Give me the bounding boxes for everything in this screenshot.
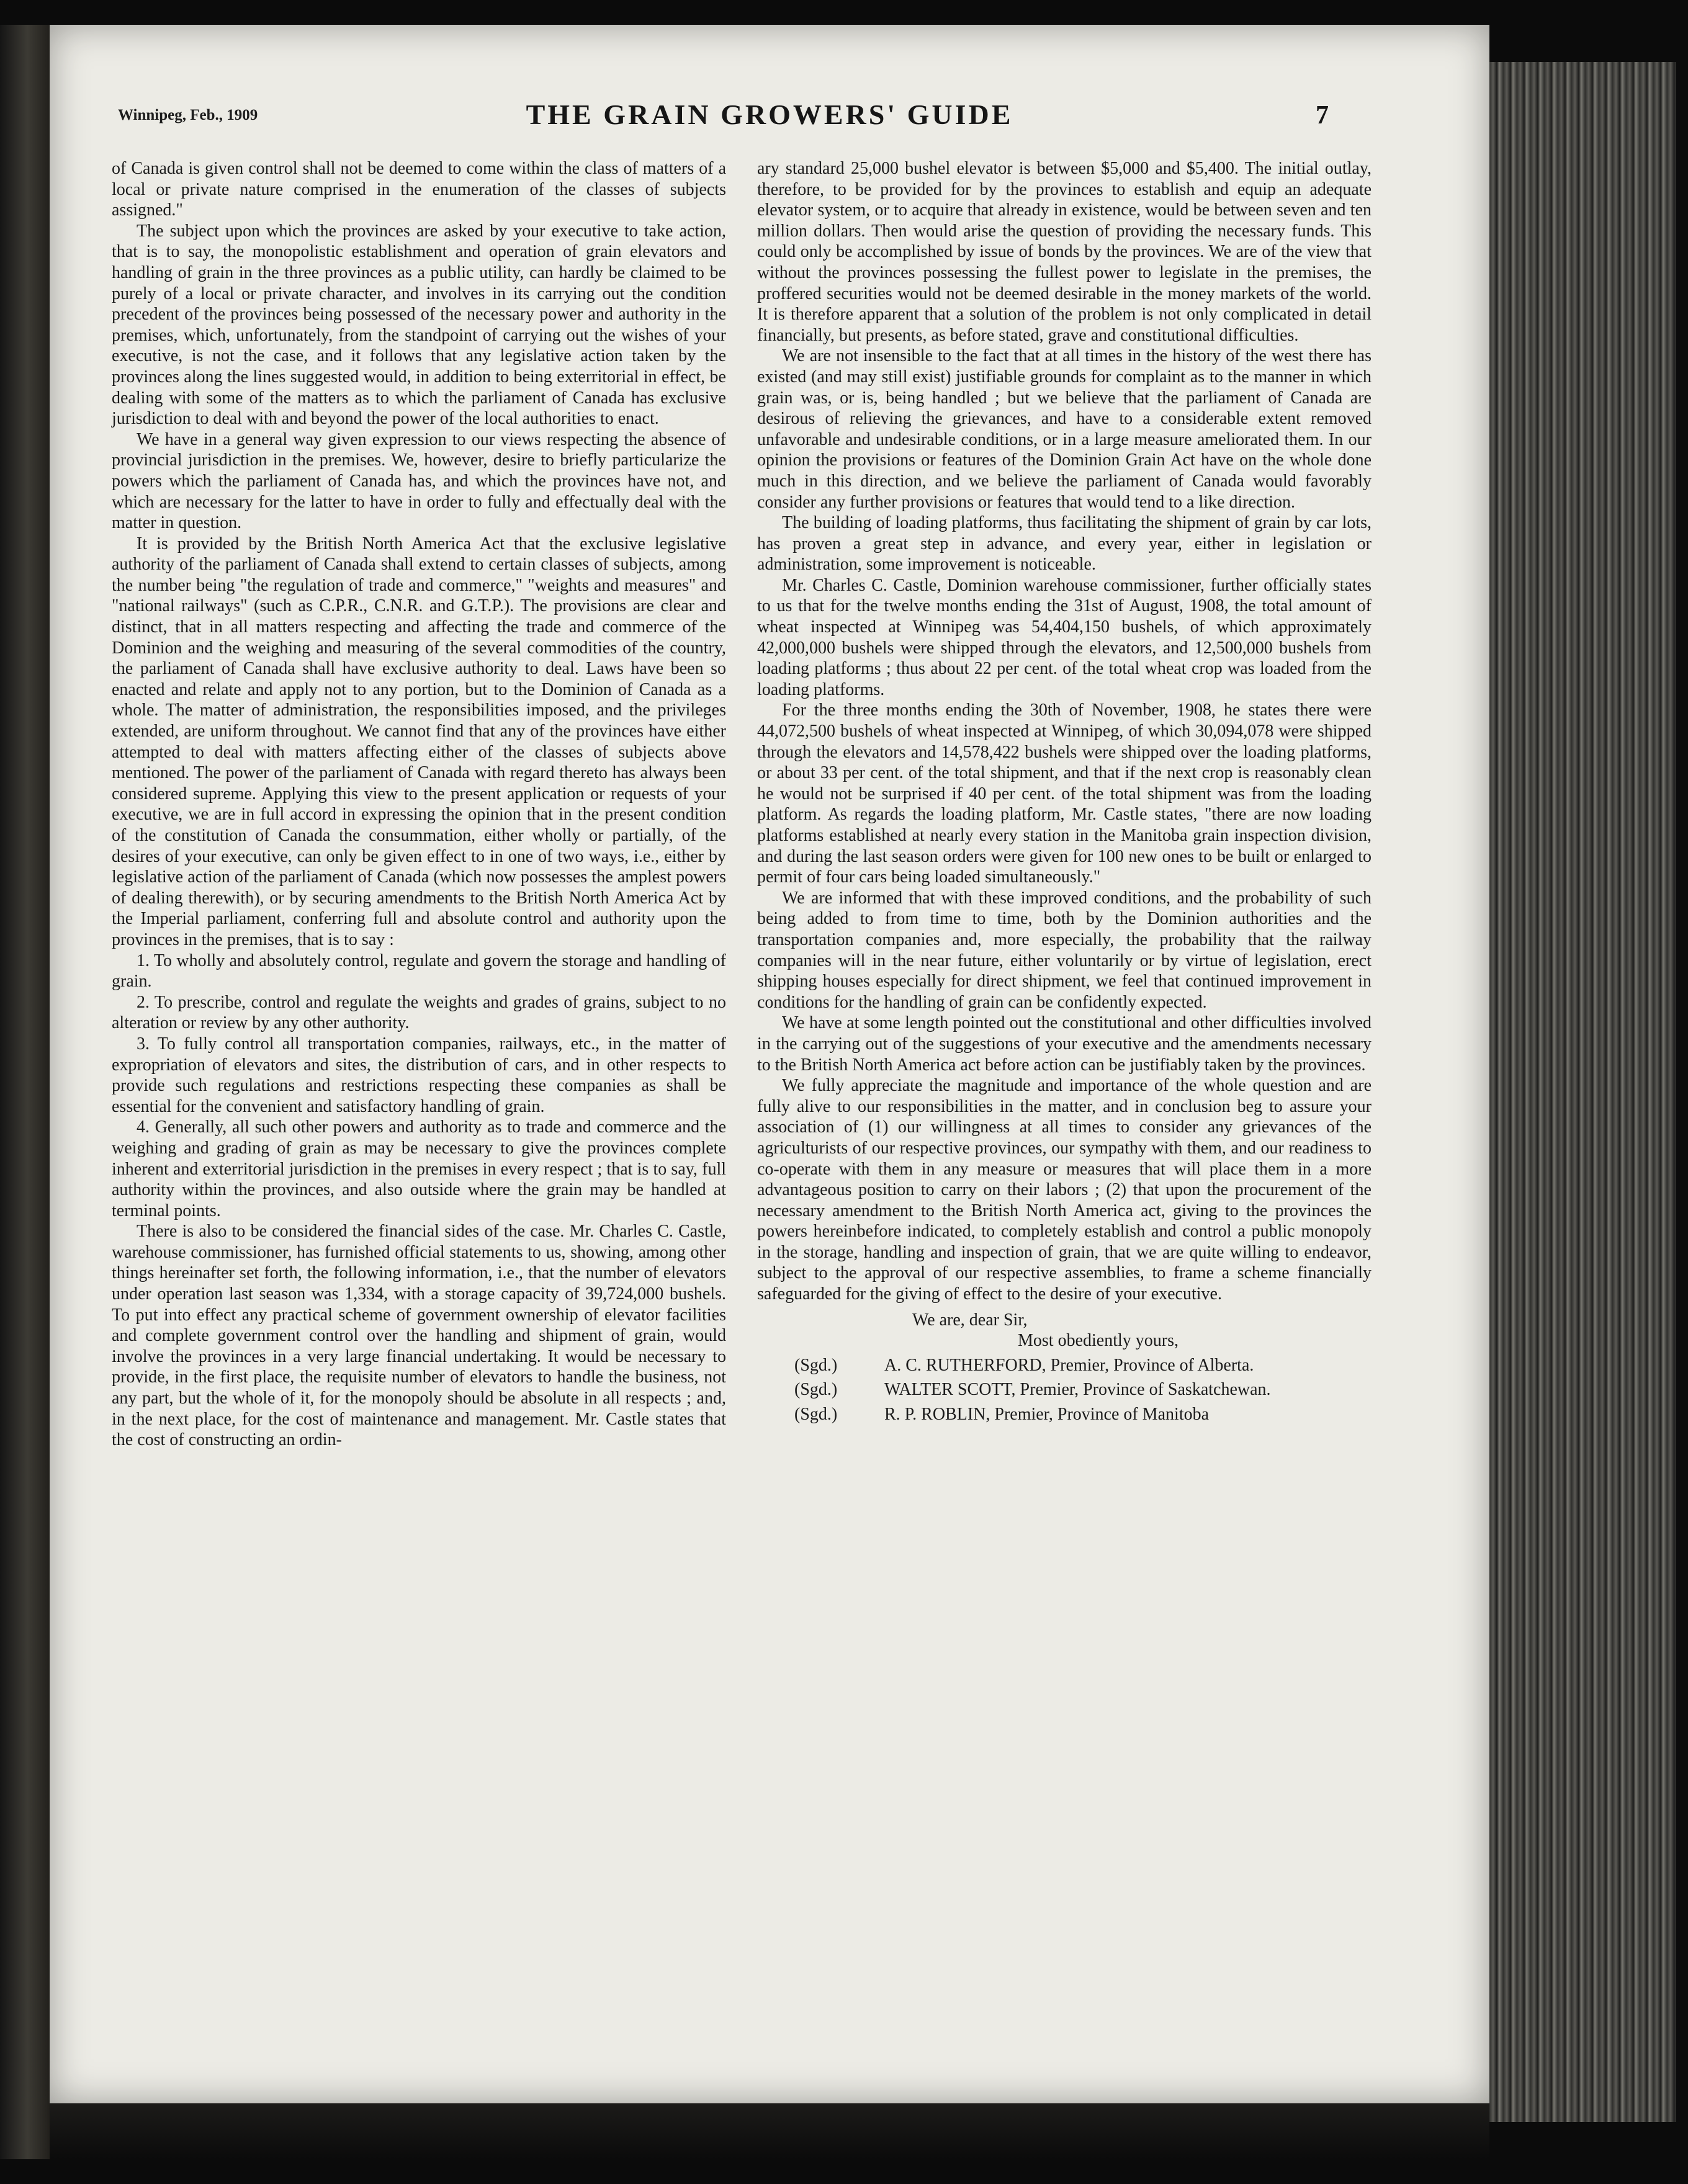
signature-scott	[757, 1379, 1372, 1400]
paragraph: There is also to be considered the financial sides of the case. Mr. Charles C. Castle, warehouse commissioner, has furnished official statements to us, showing, among other things hereinafter set forth, the following information, i.e., that the number of elevators under operation last season was 1,334, with a storage capacity of 39,724,000 bushels. To put into effect any practical scheme of government ownership of elevator facilities and complete government control over the handling and shipment of grain, would involve the provinces in a very large financial undertaking. It would be necessary to provide, in the first place, the requisite number of elevators to handle the business, not any part, but the whole of it, for the monopoly should be absolute in all respects ; and, in the next place, for the cost of maintenance and management. Mr. Castle states that the cost of constructing an ordin-	[112, 1222, 726, 1450]
paragraph: It is provided by the British North America Act that the exclusive legislative authority of the parliament of Canada shall extend to certain classes of subjects, among the number being "the regulation of trade and commerce," "weights and measures" and "national railways" (such as C.P.R., C.N.R. and G.T.P.). The provisions are clear and distinct, that in all matters respecting and affecting the trade and commerce of the Dominion and the weighing and measuring of the several commodities of the country, the parliament of Canada shall have exclusive authority to deal. Laws have been so enacted and relate and apply not to any portion, but to the Dominion of Canada as a whole. The matter of administration, the responsibilities imposed, and the privileges extended, are uniform throughout. We cannot find that any of the provinces have either attempted to deal with matters affecting either of the classes of subjects above mentioned. The power of the parliament of Canada with regard thereto has always been considered supreme. Applying this view to the present application or requests of your executive, we are in full accord in expressing the opinion that in the present condition of the constitution of Canada the consummation, either wholly or partially, of the desires of your executive, can only be given effect to in one of two ways, i.e., either by legislative action of the parliament of Canada (which now possesses the amplest powers of dealing therewith), or by securing amendments to the British North America Act by the Imperial parliament, conferring full and absolute control and authority upon the provinces in the premises, that is to say :	[112, 534, 726, 949]
previous-page-edge	[0, 25, 50, 2159]
signed-marker: (Sgd.)	[794, 1355, 838, 1375]
paragraph: We are not insensible to the fact that at all times in the history of the west there has existed (and may still exist) justifiable grounds for complaint as to the manner in which grain was, or is, being handled ; but we believe that the parliament of Canada are desirous of relieving the grievances, and have to a considerable extent removed unfavorable and undesirable conditions, or in a large measure ameliorated them. In our opinion the provisions or features of the Dominion Grain Act have on the whole done much in this direction, and we believe the parliament of Canada would favorably consider any further provisions or features that would tend to a like direction.	[757, 346, 1372, 512]
signature-roblin	[757, 1404, 1372, 1425]
signatory-line: WALTER SCOTT, Premier, Province of Saskatchewan.	[884, 1380, 1271, 1400]
paragraph: We are informed that with these improved conditions, and the probability of such being added to from time to time, both by the Dominion authorities and the transportation companies and, more especially, the probability that the railway companies will in the near future, either voluntarily or by virtue of legislation, erect shipping houses especially for direct shipment, we feel that continued improvement in conditions for the handling of grain can be confidently expected.	[757, 888, 1372, 1012]
header-dateline: Winnipeg, Feb., 1909	[118, 107, 258, 123]
signatory-line: R. P. ROBLIN, Premier, Province of Manitoba	[884, 1405, 1210, 1425]
letter-closing	[757, 1310, 1372, 1425]
paragraph: For the three months ending the 30th of November, 1908, he states there were 44,072,500 bushels of wheat inspected at Winnipeg, of which 30,094,078 were shipped through the elevators and 14,578,422 bushels were shipped over the loading platforms, or about 33 per cent. of the total shipment, and that if the next crop is reasonably clean he would not be surprised if 40 per cent. of the total shipment was from the loading platform. As regards the loading platform, Mr. Castle states, "there are now loading platforms established at nearly every station in the Manitoba grain inspection division, and during the last season orders were given for 100 new ones to be built or enlarged to permit of four cars being loaded simultaneously."	[757, 700, 1372, 887]
page-number: 7	[1316, 101, 1329, 130]
paragraph: The subject upon which the provinces are asked by your executive to take action, that is to say, the monopolistic establishment and operation of grain elevators and handling of grain in the three provinces as a public utility, can hardly be claimed to be purely of a local or private character, and involves in its carrying out the condition precedent of the provinces being possessed of the necessary power and authority in the premises, which, unfortunately, from the standpoint of carrying out the wishes of your executive, is not the case, and it follows that any legislative action taken by the provinces along the lines suggested would, in addition to being exterritorial in effect, be dealing with some of the matters as to which the parliament of Canada has exclusive jurisdiction to deal with and beyond the power of the local authorities to enact.	[112, 221, 726, 429]
right-column	[757, 158, 1372, 1425]
closing-valediction: Most obediently yours,	[1018, 1331, 1178, 1351]
paragraph: ary standard 25,000 bushel elevator is between $5,000 and $5,400. The initial outlay, therefore, to be provided for by the provinces to establish and equip an adequate elevator system, or to acquire that already in existence, would be between seven and ten million dollars. Then would arise the question of providing the necessary funds. This could only be accomplished by issue of bonds by the provinces. We are of the view that without the provinces possessing the fullest power to legislate in the premises, the proffered securities would not be deemed desirable in the money markets of the world. It is therefore apparent that a solution of the problem is not only complicated in detail financially, but presents, as before stated, grave and constitutional difficulties.	[757, 159, 1372, 345]
paragraph: Mr. Charles C. Castle, Dominion warehouse commissioner, further officially states to us that for the twelve months ending the 31st of August, 1908, the total amount of wheat inspected at Winnipeg was 54,404,150 bushels, of which approximately 42,000,000 bushels were shipped through the elevators, and 12,500,000 bushels from loading platforms ; thus about 22 per cent. of the total wheat crop was loaded from the loading platforms.	[757, 575, 1372, 699]
paragraph: The building of loading platforms, thus facilitating the shipment of grain by car lots, has proven a great step in advance, and every year, either in legislation or administration, some improvement is noticeable.	[757, 513, 1372, 575]
paragraph: We have in a general way given expression to our views respecting the absence of provincial jurisdiction in the premises. We, however, desire to briefly particularize the powers which the parliament of Canada has, and which the provinces have not, and which are necessary for the latter to have in order to fully and effectually deal with the matter in question.	[112, 429, 726, 533]
signatory-line: A. C. RUTHERFORD, Premier, Province of Alberta.	[884, 1355, 1254, 1375]
publication-title: THE GRAIN GROWERS' GUIDE	[526, 99, 1013, 130]
newspaper-page	[50, 25, 1489, 2103]
signed-marker: (Sgd.)	[794, 1380, 838, 1400]
numbered-paragraph: 1. To wholly and absolutely control, regulate and govern the storage and handling of grain.	[112, 951, 726, 991]
paragraph: We fully appreciate the magnitude and importance of the whole question and are fully alive to our responsibilities in the matter, and in conclusion beg to assure your association of (1) our willingness at all times to consider any grievances of the agriculturists of our respective provinces, our sympathy with them, and our readiness to co-operate with them in any measure or measures that will place them in a more advantageous position to carry on their labors ; (2) that upon the procurement of the necessary amendment to the British North America act, giving to the provinces the powers hereinbefore indicated, to completely establish and control a public monopoly in the storage, handling and inspection of grain, that we are quite willing to endeavor, subject to the approval of our respective assemblies, to frame a scheme financially safeguarded for the giving of effect to the desire of your executive.	[757, 1076, 1372, 1304]
numbered-paragraph: 3. To fully control all transportation companies, railways, etc., in the matter of expropriation of elevators and sites, the distribution of cars, and in other respects to provide such regulations and restrictions respecting these companies as shall be essential for the convenient and satisfactory handling of grain.	[112, 1034, 726, 1116]
paragraph: of Canada is given control shall not be deemed to come within the class of matters of a local or private nature comprised in the enumeration of the classes of subjects assigned."	[112, 159, 726, 220]
page-header	[50, 79, 1489, 148]
paragraph: We have at some length pointed out the constitutional and other difficulties involved in the carrying out of the suggestions of your executive and the amendments necessary to the British North America act before action can be justifiably taken by the provinces.	[757, 1013, 1372, 1075]
numbered-paragraph: 2. To prescribe, control and regulate the weights and grades of grains, subject to no alteration or review by any other authority.	[112, 992, 726, 1033]
scan-bottom-shadow	[50, 2103, 1489, 2159]
left-column	[112, 158, 726, 1451]
numbered-paragraph: 4. Generally, all such other powers and authority as to trade and commerce and the weighing and grading of grain as may be necessary to give the provinces complete inherent and exterritorial jurisdiction in the premises in every respect ; that is to say, full authority within the provinces, and also outside where the grain may be handled at terminal points.	[112, 1117, 726, 1220]
closing-salutation: We are, dear Sir,	[912, 1310, 1028, 1330]
signature-rutherford	[757, 1355, 1372, 1376]
book-binding-edge	[1489, 62, 1676, 2122]
signed-marker: (Sgd.)	[794, 1405, 838, 1425]
